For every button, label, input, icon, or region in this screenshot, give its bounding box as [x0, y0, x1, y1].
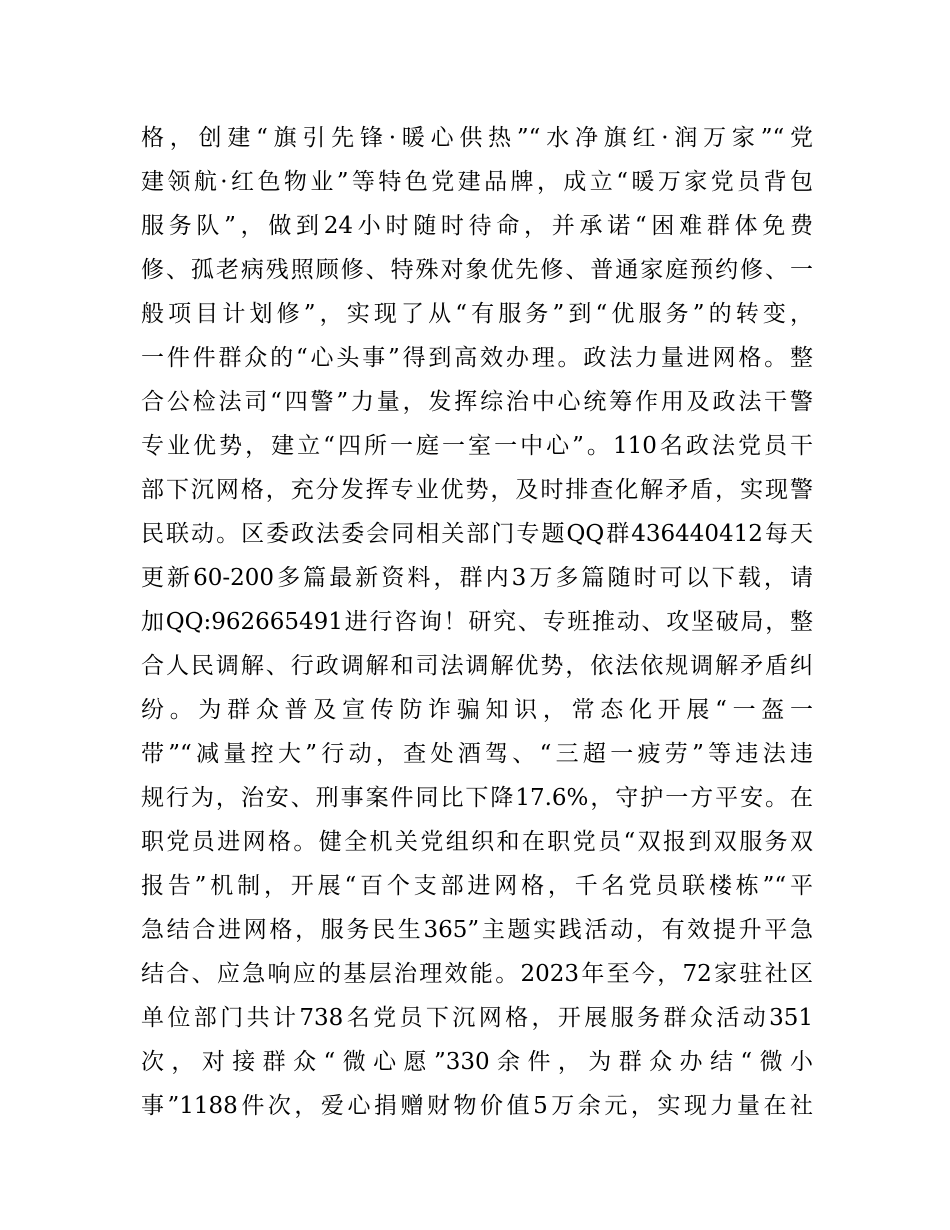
text-line: 事”1188件次，爱心捐赠财物价值5万余元，实现力量在社	[141, 1093, 813, 1119]
text-line: 规行为，治安、刑事案件同比下降17.6%，守护一方平安。在	[141, 785, 813, 811]
text-line: 报告”机制，开展“百个支部进网格，千名党员联楼栋”“平	[141, 873, 813, 899]
text-line: 带”“减量控大”行动，查处酒驾、“三超一疲劳”等违法违	[141, 741, 813, 767]
text-line: 一件件群众的“心头事”得到高效办理。政法力量进网格。整	[141, 345, 813, 371]
text-line: 合公检法司“四警”力量，发挥综治中心统筹作用及政法干警	[141, 389, 813, 415]
text-line: 单位部门共计738名党员下沉网格，开展服务群众活动351	[141, 1005, 813, 1031]
text-line: 急结合进网格，服务民生365”主题实践活动，有效提升平急	[141, 917, 813, 943]
text-line: 建领航·红色物业”等特色党建品牌，成立“暖万家党员背包	[141, 169, 813, 195]
text-line: 纷。为群众普及宣传防诈骗知识，常态化开展“一盔一	[141, 697, 813, 723]
text-line: 般项目计划修”，实现了从“有服务”到“优服务”的转变，	[141, 301, 813, 327]
text-line: 更新60-200多篇最新资料，群内3万多篇随时可以下载，请	[141, 565, 813, 591]
text-line: 合人民调解、行政调解和司法调解优势，依法依规调解矛盾纠	[141, 653, 813, 679]
text-line: 结合、应急响应的基层治理效能。2023年至今，72家驻社区	[141, 961, 813, 987]
text-line: 专业优势，建立“四所一庭一室一中心”。110名政法党员干	[141, 433, 813, 459]
body-text	[141, 116, 813, 1128]
text-line: 民联动。区委政法委会同相关部门专题QQ群436440412每天	[141, 521, 813, 547]
text-line: 修、孤老病残照顾修、特殊对象优先修、普通家庭预约修、一	[141, 257, 813, 283]
text-line: 职党员进网格。健全机关党组织和在职党员“双报到双服务双	[141, 829, 813, 855]
text-line: 次，对接群众“微心愿”330余件，为群众办结“微小	[141, 1049, 813, 1075]
text-line: 格，创建“旗引先锋·暖心供热”“水净旗红·润万家”“党	[141, 125, 813, 151]
text-line: 服务队”，做到24小时随时待命，并承诺“困难群体免费	[141, 213, 813, 239]
text-line: 部下沉网格，充分发挥专业优势，及时排查化解矛盾，实现警	[141, 477, 813, 503]
text-line: 加QQ:962665491进行咨询！研究、专班推动、攻坚破局，整	[141, 609, 813, 635]
